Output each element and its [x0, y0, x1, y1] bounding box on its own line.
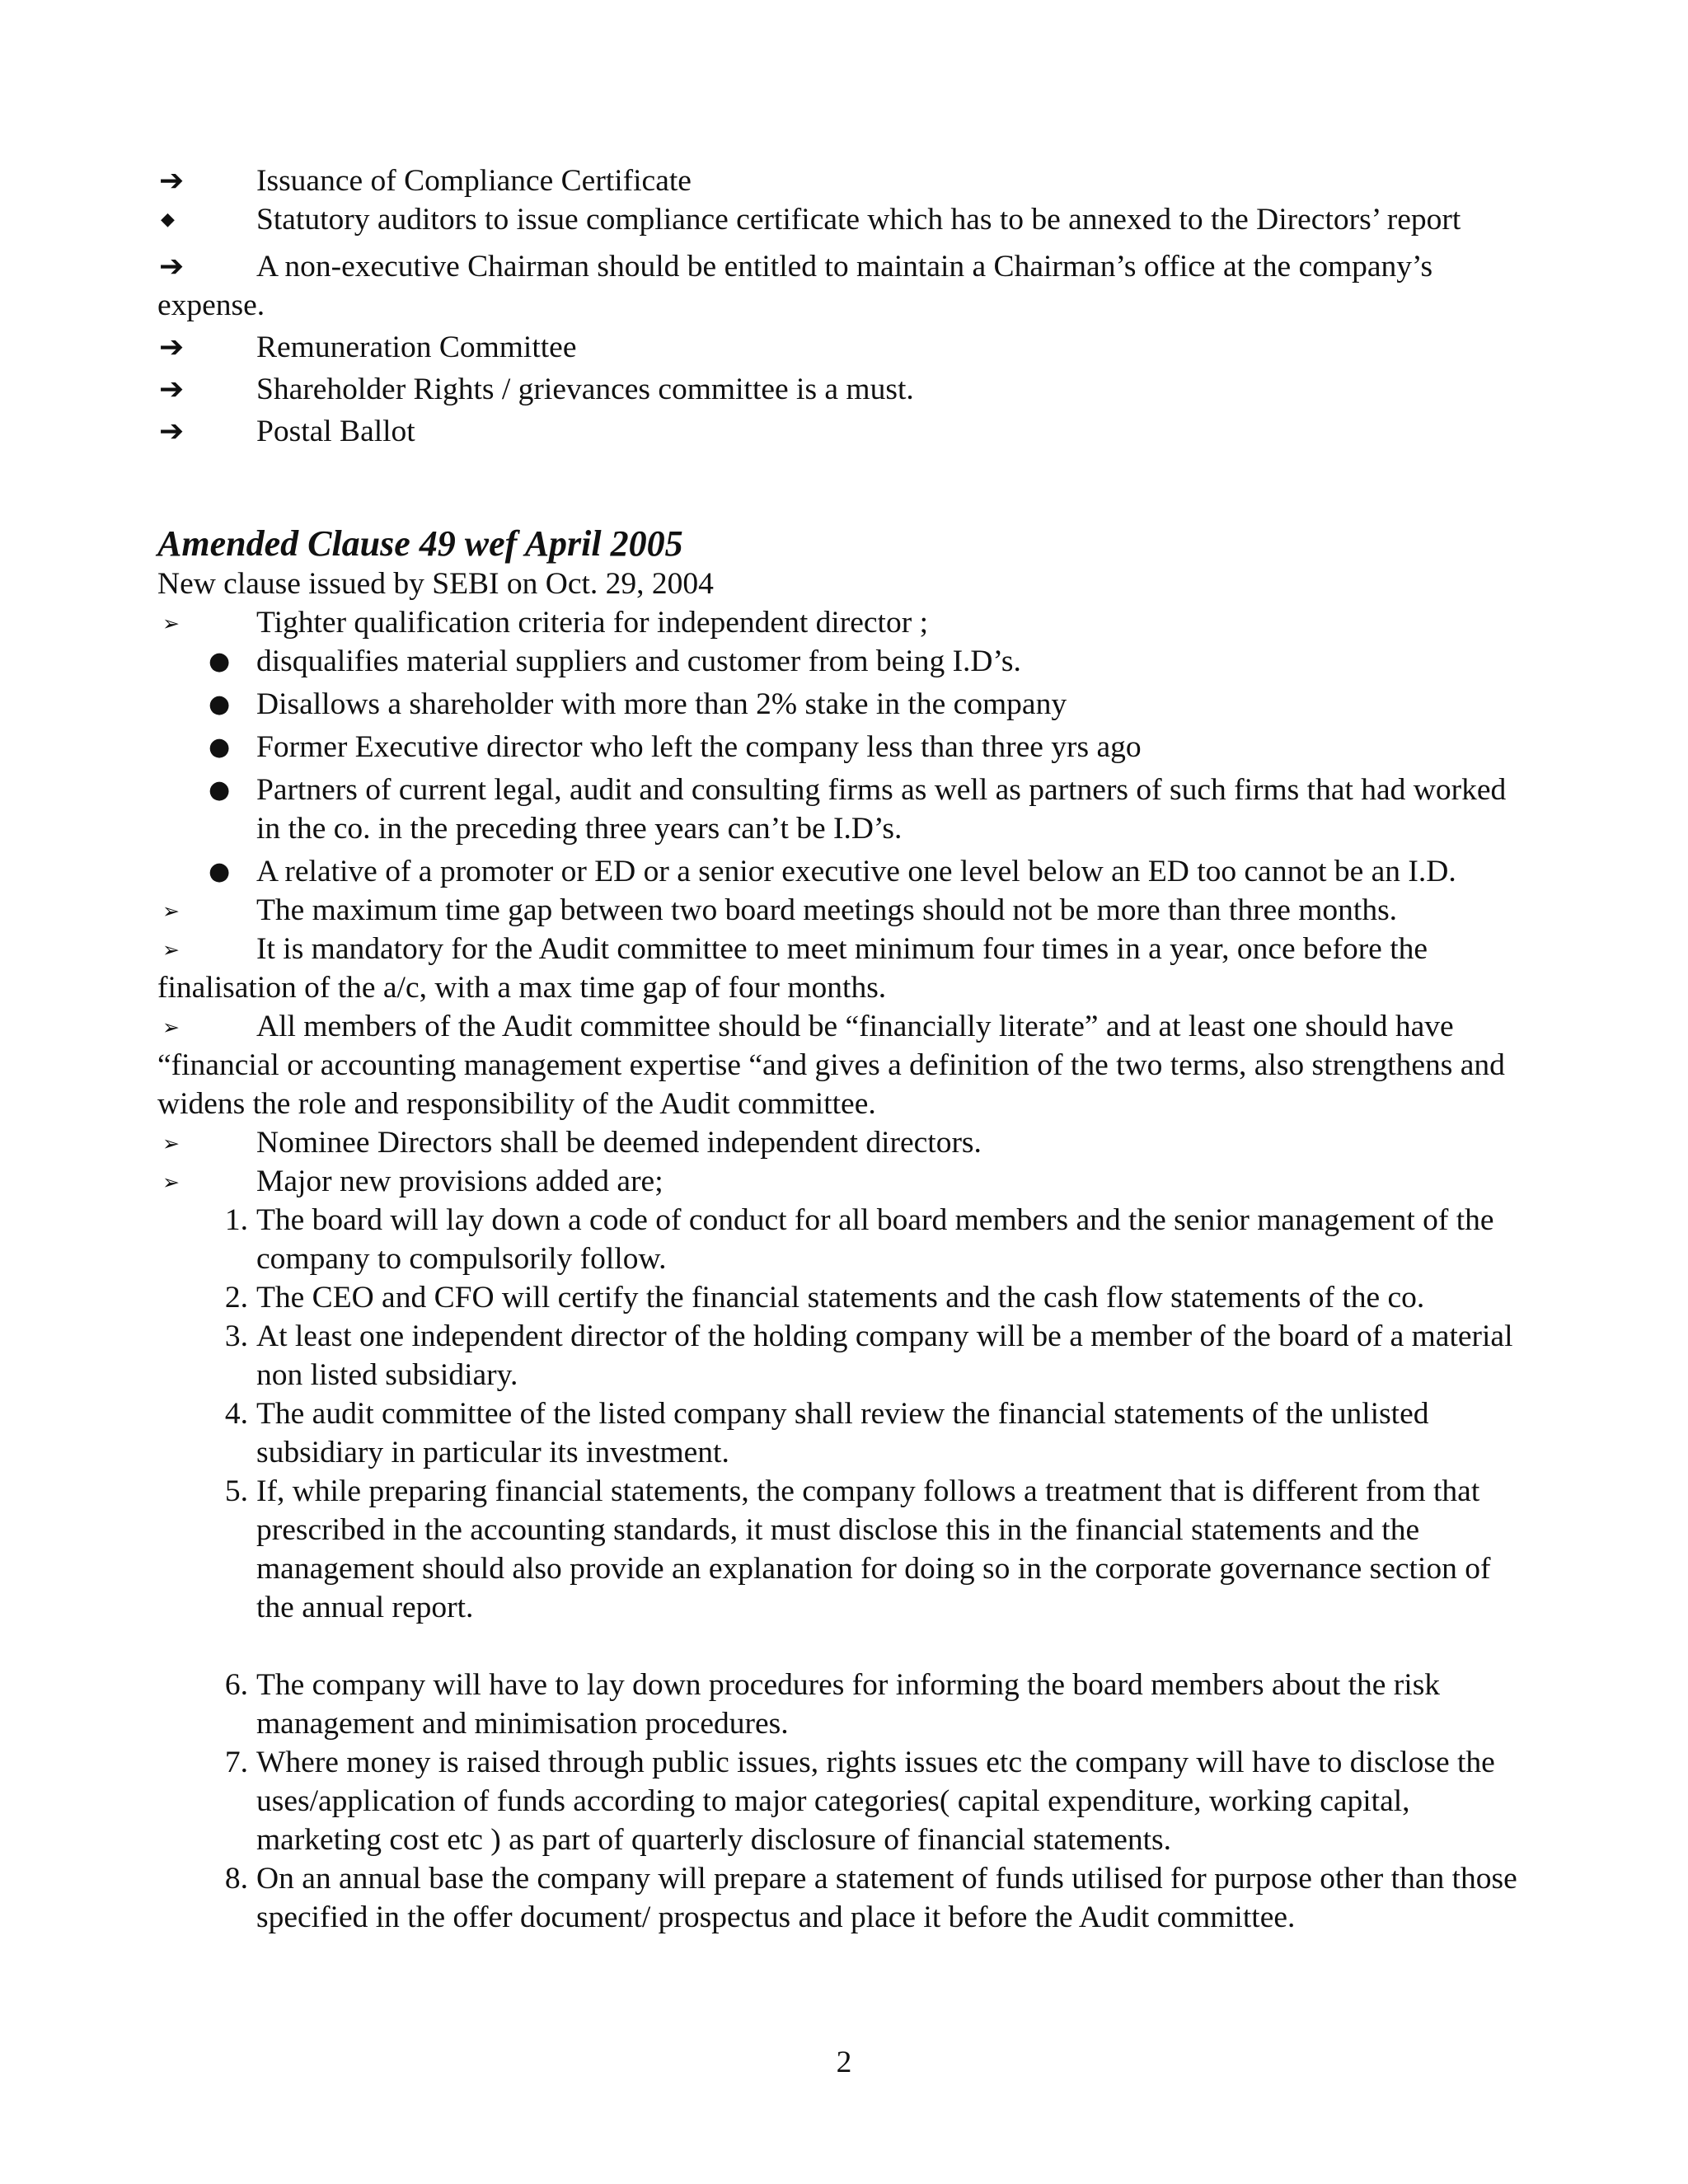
- tri-item-text: The maximum time gap between two board meetings should not be more than three months.: [256, 893, 1398, 927]
- numbered-item: [157, 1278, 1526, 1317]
- bullet-icon: ●: [209, 733, 231, 762]
- tri-item: [157, 603, 1526, 642]
- bullet-item: [157, 728, 1526, 766]
- top-item-text: Issuance of Compliance Certificate: [256, 164, 692, 198]
- bullet-text: Former Executive director who left the company less than three yrs ago: [256, 730, 1142, 764]
- numbered-item: [157, 1666, 1526, 1743]
- arrow-icon: ➔: [159, 373, 185, 406]
- item-number: 3.: [224, 1319, 248, 1353]
- tri-item-text: Nominee Directors shall be deemed independent directors.: [256, 1126, 982, 1160]
- numbered-text: The board will lay down a code of conduct for all board members and the senior management of the company to compulsorily follow.: [256, 1203, 1494, 1276]
- top-item: [157, 328, 1526, 367]
- item-number: 1.: [224, 1203, 248, 1237]
- top-item-text: Remuneration Committee: [256, 330, 577, 364]
- tri-item: [157, 891, 1526, 930]
- bullet-icon: ●: [209, 776, 231, 804]
- bullet-item: [157, 771, 1526, 848]
- bullet-text: disqualifies material suppliers and customer from being I.D’s.: [256, 644, 1021, 678]
- numbered-item: [157, 1201, 1526, 1278]
- top-item-text: Shareholder Rights / grievances committee is a must.: [256, 373, 914, 406]
- top-item-text: A non-executive Chairman should be entitled to maintain a Chairman’s office at the company’s expense.: [157, 250, 1433, 322]
- item-number: 6.: [224, 1668, 248, 1702]
- arrow-icon: ➔: [159, 330, 185, 364]
- arrowhead-icon: ➢: [162, 1170, 180, 1194]
- item-number: 7.: [224, 1746, 248, 1779]
- arrow-icon: ➔: [159, 164, 185, 198]
- bullet-item: [157, 852, 1526, 891]
- numbered-text: On an annual base the company will prepare a statement of funds utilised for purpose other than those specified in the offer document/ prospectus and place it before the Audit committee.: [256, 1862, 1517, 1934]
- bullet-item: [157, 685, 1526, 724]
- tri-item-text: It is mandatory for the Audit committee to meet minimum four times in a year, once before the finalisation of the a/c, with a max time gap of four months.: [157, 932, 1428, 1005]
- numbered-item: [157, 1472, 1526, 1627]
- tri-item: [157, 1007, 1526, 1123]
- numbered-item: [157, 1317, 1526, 1394]
- tri-item: [157, 1123, 1526, 1162]
- bullet-icon: ●: [209, 647, 231, 676]
- item-number: 2.: [224, 1281, 248, 1315]
- top-item: [157, 162, 1526, 200]
- bullet-text: A relative of a promoter or ED or a senior executive one level below an ED too cannot be an I.D.: [256, 855, 1456, 888]
- top-item: [157, 412, 1526, 451]
- tri-item: [157, 930, 1526, 1007]
- item-number: 8.: [224, 1862, 248, 1896]
- numbered-text: At least one independent director of the holding company will be a member of the board of a material non listed subsidiary.: [256, 1319, 1513, 1392]
- bullet-item: [157, 642, 1526, 681]
- numbered-text: Where money is raised through public issues, rights issues etc the company will have to disclose the uses/application of funds according to major categories( capital expenditure, working capital, marketing cost etc ) as part of quarterly disclosure of financial statements.: [256, 1746, 1495, 1857]
- bullet-text: Disallows a shareholder with more than 2% stake in the company: [256, 687, 1067, 721]
- top-item: [157, 200, 1526, 239]
- arrow-icon: ➔: [159, 415, 185, 448]
- numbered-text: The audit committee of the listed company shall review the financial statements of the unlisted subsidiary in particular its investment.: [256, 1397, 1429, 1469]
- tri-item-text: Major new provisions added are;: [256, 1165, 663, 1198]
- tri-item: [157, 1162, 1526, 1201]
- arrow-icon: ➔: [159, 250, 185, 284]
- arrowhead-icon: ➢: [162, 612, 180, 635]
- arrowhead-icon: ➢: [162, 1132, 180, 1155]
- arrowhead-icon: ➢: [162, 1015, 180, 1039]
- item-number: 5.: [224, 1474, 248, 1508]
- document-body: [157, 162, 1526, 1937]
- arrowhead-icon: ➢: [162, 938, 180, 962]
- bullet-icon: ●: [209, 857, 231, 886]
- numbered-text: The CEO and CFO will certify the financial statements and the cash flow statements of the co.: [256, 1281, 1425, 1315]
- numbered-item: [157, 1859, 1526, 1937]
- numbered-item: [157, 1394, 1526, 1472]
- top-item-text: Statutory auditors to issue compliance certificate which has to be annexed to the Directors’ report: [256, 203, 1461, 237]
- numbered-item: [157, 1743, 1526, 1859]
- top-item: [157, 247, 1526, 325]
- page-number: 2: [836, 2046, 852, 2079]
- section-heading: Amended Clause 49 wef April 2005: [157, 523, 683, 564]
- tri-item-text: Tighter qualification criteria for independent director ;: [256, 606, 929, 640]
- diamond-icon: ◆: [161, 209, 175, 230]
- tri-item-text: All members of the Audit committee should be “financially literate” and at least one should have “financial or accounting management expertise “and gives a definition of the two terms, also strengthens and widens the role and responsibility of the Audit committee.: [157, 1010, 1505, 1121]
- bullet-icon: ●: [209, 690, 231, 719]
- arrowhead-icon: ➢: [162, 899, 180, 923]
- section-subtitle: New clause issued by SEBI on Oct. 29, 2004: [157, 567, 714, 601]
- top-item: [157, 370, 1526, 409]
- bullet-text: Partners of current legal, audit and consulting firms as well as partners of such firms that had worked in the co. in the preceding three years can’t be I.D’s.: [256, 773, 1507, 846]
- numbered-text: The company will have to lay down procedures for informing the board members about the risk management and minimisation procedures.: [256, 1668, 1441, 1741]
- top-item-text: Postal Ballot: [256, 415, 415, 448]
- item-number: 4.: [224, 1397, 248, 1431]
- numbered-text: If, while preparing financial statements, the company follows a treatment that is different from that prescribed in the accounting standards, it must disclose this in the financial statements and the management should also provide an explanation for doing so in the corporate governance section of the annual report.: [256, 1474, 1491, 1624]
